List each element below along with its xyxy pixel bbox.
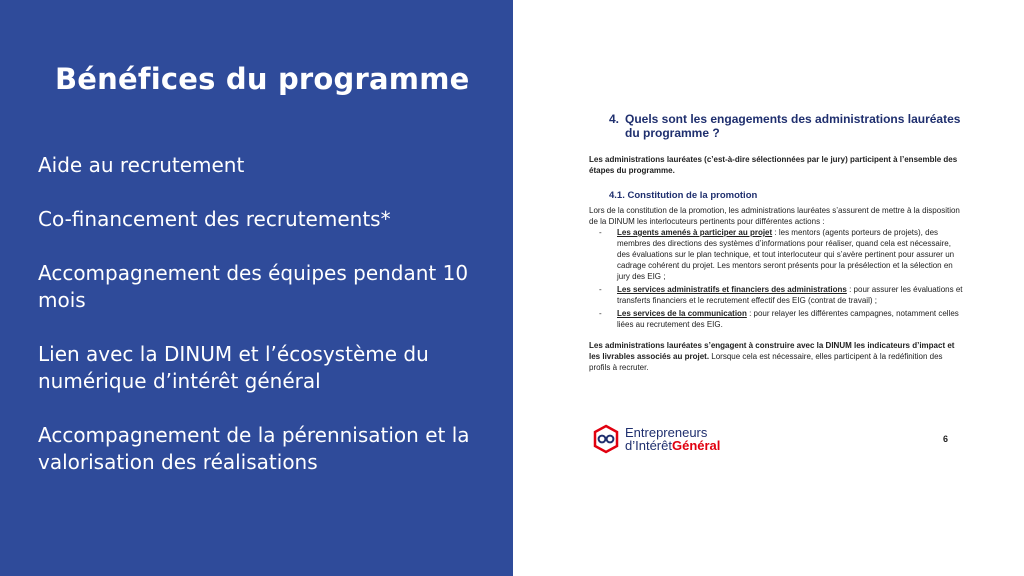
benefits-list xyxy=(38,152,488,503)
engagement-item xyxy=(589,308,963,330)
benefit-item: Lien avec la DINUM et l’écosystème du numérique d’intérêt général xyxy=(38,342,429,393)
intro-rest: lauréates (c’est-à-dire sélectionnées par le jury) participent à l’ensemble des étapes du programme. xyxy=(589,155,958,175)
hexagon-logo-icon xyxy=(593,424,619,454)
engagement-list xyxy=(589,227,963,330)
benefit-item: Accompagnement des équipes pendant 10 mois xyxy=(38,261,469,312)
closing-bold: Les administrations lauréates s’engagent à construire avec la DINUM les indicateurs d’impact et les livrables associés au projet. xyxy=(589,341,955,361)
engagement-text: : les mentors (agents porteurs de projets), des membres des directions des systèmes d’informations pour réaliser, quand cela est nécessaire, des évaluations sur le plan technique, et tout interlocuteur qui s’avère pertinent pour assurer un cadrage cohérent du projet. Les mentors seront présents pour la présélection et la sélection en jury des EIG ; xyxy=(617,228,955,281)
engagement-item xyxy=(589,227,963,282)
heading-text: Quels sont les engagements des administrations lauréates du programme ? xyxy=(625,112,961,140)
engagement-text: : pour assurer les évaluations et transferts financiers et le recrutement effectif des EIG (contrat de travail) ; xyxy=(617,285,963,305)
logo-word-general: Général xyxy=(671,438,721,453)
eig-logo xyxy=(593,424,720,454)
benefit-item: Accompagnement de la pérennisation et la valorisation des réalisations xyxy=(38,423,470,474)
document-heading xyxy=(589,112,963,140)
engagement-lead: Les agents amenés à participer au projet xyxy=(617,228,773,237)
engagement-item xyxy=(589,284,963,306)
document-excerpt xyxy=(513,0,1024,576)
engagement-lead: Les services administratifs et financiers des administrations xyxy=(617,285,847,294)
heading-number: 4. xyxy=(608,112,619,126)
logo-line-1: Entrepreneurs xyxy=(625,425,708,440)
logo-word-interet: d’Intérêt xyxy=(625,438,672,453)
logo-line-2 xyxy=(625,439,720,452)
closing-paragraph xyxy=(589,340,963,373)
engagement-lead: Les services de la communication xyxy=(617,309,747,318)
intro-bold: Les administrations xyxy=(589,155,665,164)
document-page xyxy=(589,112,963,373)
slide-title: Bénéfices du programme xyxy=(55,62,470,96)
subheading: 4.1. Constitution de la promotion xyxy=(609,190,758,201)
intro-paragraph xyxy=(589,154,963,176)
section-intro: Lors de la constitution de la promotion, les administrations lauréates s’assurent de mettre à la disposition de la DINUM les interlocuteurs pertinents pour différentes actions : xyxy=(589,206,960,226)
closing-text: Lorsque cela est nécessaire, elles participent à la redéfinition des profils à recruter. xyxy=(589,352,943,372)
benefit-item: Co-financement des recrutements* xyxy=(38,207,391,231)
benefit-item: Aide au recrutement xyxy=(38,153,245,177)
logo-wordmark xyxy=(625,426,720,452)
page-number: 6 xyxy=(943,434,949,444)
engagement-text: : pour relayer les différentes campagnes, notamment celles liées au recrutement des EIG. xyxy=(617,309,959,329)
